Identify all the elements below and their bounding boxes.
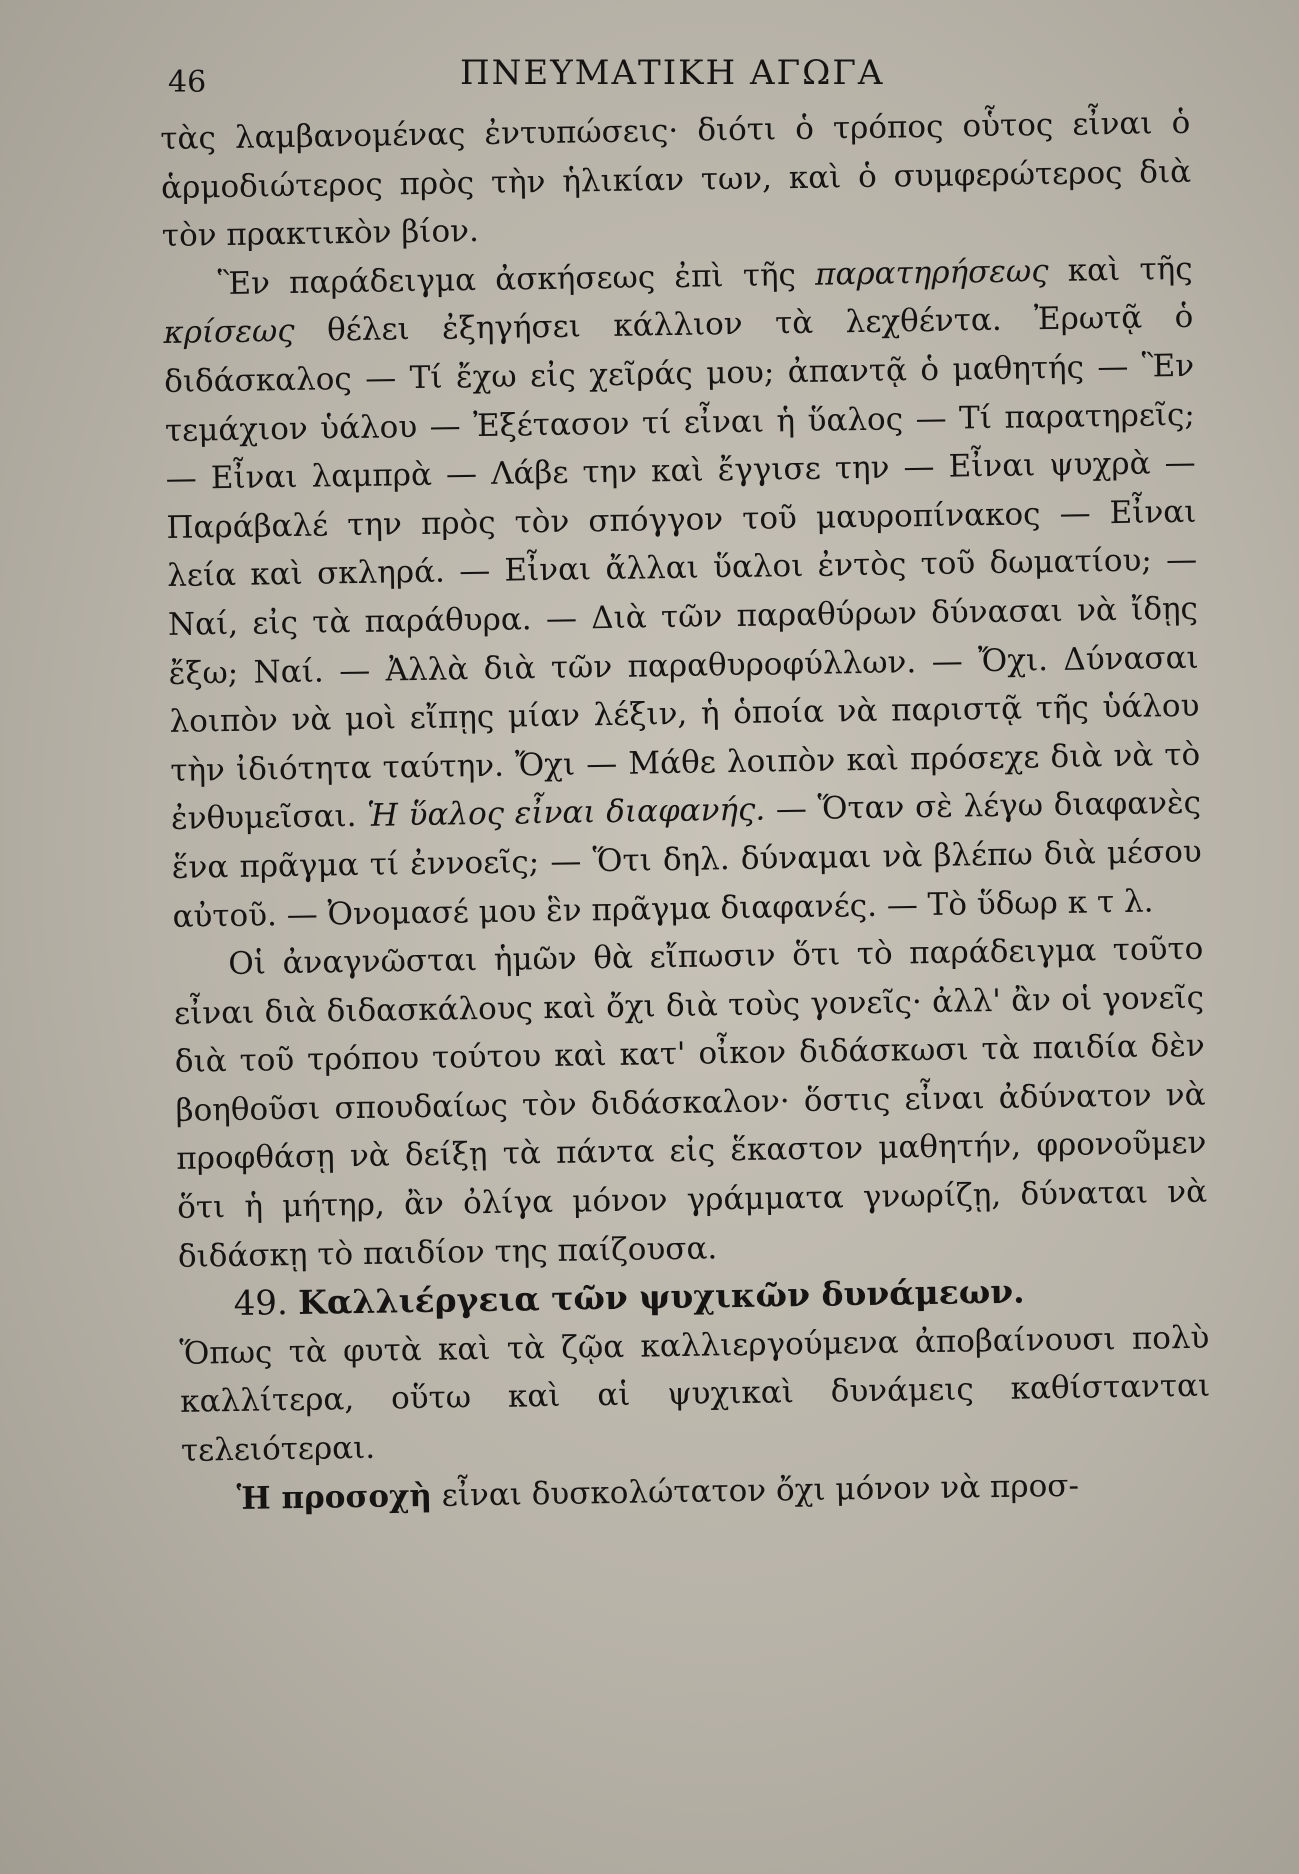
page-number: 46 bbox=[168, 65, 207, 100]
italic-term-judgement: κρίσεως bbox=[163, 313, 295, 352]
section-title: Καλλιέργεια τῶν ψυχικῶν δυνάμεων. bbox=[297, 1271, 1025, 1323]
paragraph-continuation: τὰς λαμβανομένας ἐντυπώσεις· διότι ὁ τρόπος οὗτος εἶναι ὁ ἁρμοδιώτερος πρὸς τὴν ἡλικίαν των, καὶ ὁ συμφερώτερος διὰ τὸν πρακτικὸν βίον. bbox=[160, 104, 1192, 255]
section-number: 49. bbox=[233, 1283, 289, 1325]
attention-term: Ἡ προσοχὴ bbox=[236, 1477, 433, 1517]
body-text bbox=[160, 99, 1212, 1524]
paragraph-attention-text: εἶναι δυσκολώτατον ὄχι μόνον νὰ προσ- bbox=[431, 1467, 1080, 1514]
paragraph-example-lead: Ἓν παράδειγμα ἀσκήσεως ἐπὶ τῆς bbox=[217, 256, 816, 302]
paragraph-example bbox=[162, 245, 1203, 941]
italic-term-observation: παρατηρήσεως bbox=[814, 252, 1049, 293]
paragraph-example-dialogue: θέλει ἐξηγήσει κάλλιον τὰ λεχθέντα. Ἐρωτᾷ ὁ διδάσκαλος — Τί ἔχω εἰς χεῖράς μου; ἀπαντᾷ ὁ μαθητής — Ἓν τεμάχιον ὑάλου — Ἐξέτασον τί εἶναι ἡ ὕαλος — Τί παρατηρεῖς; — Εἶναι λαμπρὰ — Λάβε την καὶ ἔγγισε την — Εἶναι ψυχρὰ — Παράβαλέ την πρὸς τὸν σπόγγον τοῦ μαυροπίνακος — Εἶναι λεία καὶ σκληρά. — Εἶναι ἄλλαι ὕαλοι ἐντὸς τοῦ δωματίου; — Ναί, εἰς τὰ παράθυρα. — Διὰ τῶν παραθύρων δύνασαι νὰ ἴδῃς ἔξω; Ναί. — Ἀλλὰ διὰ τῶν παραθυροφύλλων. — Ὄχι. Δύνασαι λοιπὸν νὰ μοὶ εἴπῃς μίαν λέξιν, ἡ ὁποία νὰ παριστᾷ τῆς ὑάλου τὴν ἰδιότητα ταύτην. Ὄχι — Μάθε λοιπὸν καὶ πρόσεχε διὰ νὰ τὸ ἐνθυμεῖσαι. bbox=[163, 299, 1201, 838]
paragraph-cultivation: Ὅπως τὰ φυτὰ καὶ τὰ ζῷα καλλιεργούμενα ἀποβαίνουσι πολὺ καλλίτερα, οὕτω καὶ αἱ ψυχικαὶ δυνάμεις καθίστανται τελειότεραι. bbox=[179, 1319, 1211, 1469]
running-title: ΠΝΕΥΜΑΤΙΚΗ ΑΓΩΓΑ bbox=[460, 53, 885, 93]
italic-definition: Ἡ ὕαλος εἶναι διαφανής. bbox=[366, 791, 766, 835]
paragraph-example-tail: — Ὅταν σὲ λέγω διαφανὲς ἕνα πρᾶγμα τί ἐννοεῖς; — Ὅτι δηλ. δύναμαι νὰ βλέπω διὰ μέσου αὐτοῦ. — Ὀνομασέ μου ἓν πρᾶγμα διαφανές. — Τὸ ὕδωρ κ τ λ. bbox=[171, 785, 1202, 935]
paragraph-parents: Οἱ ἀναγνῶσται ἡμῶν θὰ εἴπωσιν ὅτι τὸ παράδειγμα τοῦτο εἶναι διὰ διδασκάλους καὶ ὄχι διὰ τοὺς γονεῖς· ἀλλ' ἂν οἱ γονεῖς διὰ τοῦ τρόπου τούτου καὶ κατ' οἶκον διδάσκωσι τὰ παιδία δὲν βοηθοῦσι σπουδαίως τὸν διδάσκαλον· ὅστις εἶναι ἀδύνατον νὰ προφθάσῃ νὰ δείξῃ τὰ πάντα εἰς ἕκαστον μαθητήν, φρονοῦμεν ὅτι ἡ μήτηρ, ἂν ὀλίγα μόνον γράμματα γνωρίζῃ, δύναται νὰ διδάσκῃ τὸ παιδίον της παίζουσα. bbox=[173, 930, 1208, 1275]
paragraph-example-connector: καὶ τῆς bbox=[1048, 250, 1193, 289]
